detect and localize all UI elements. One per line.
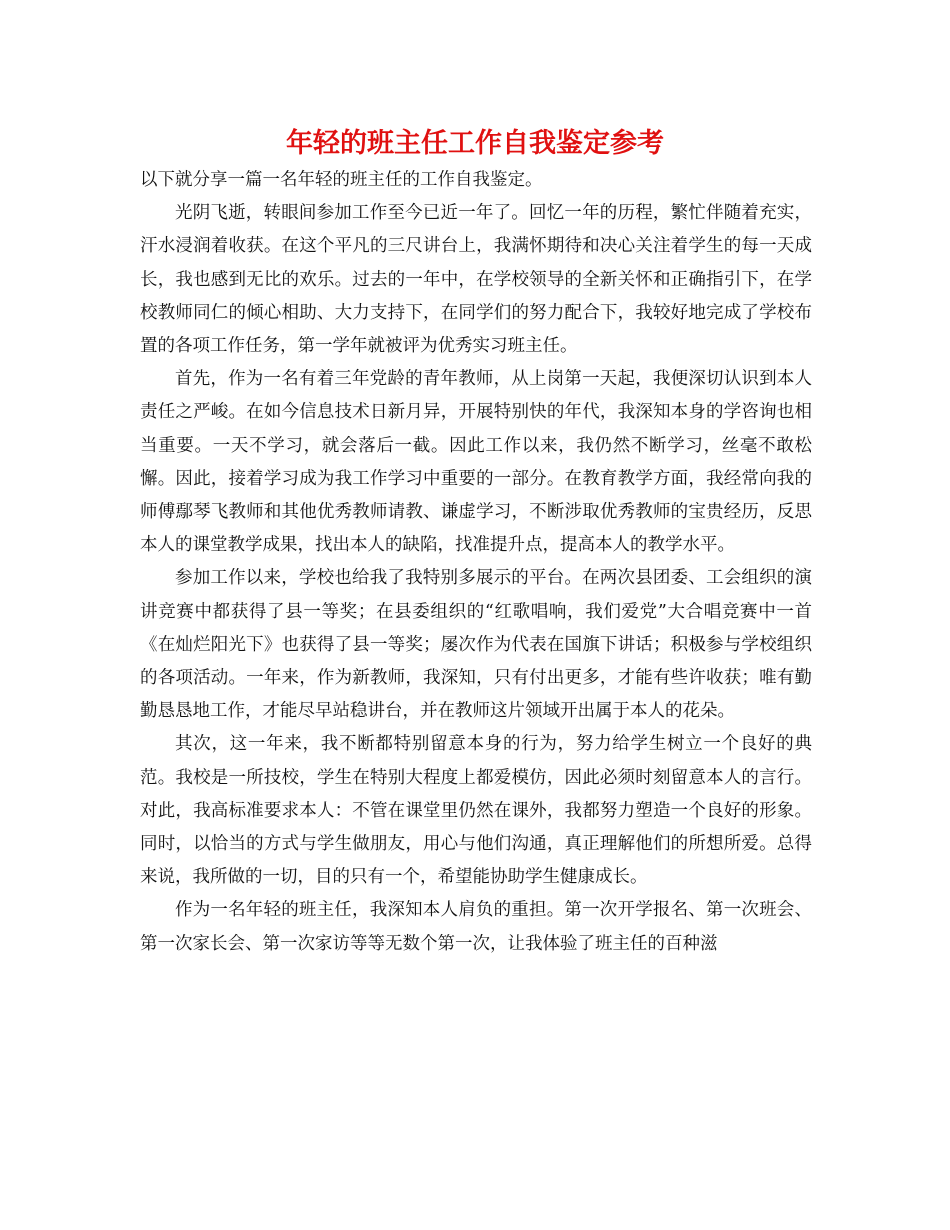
intro-paragraph: 以下就分享一篇一名年轻的班主任的工作自我鉴定。	[140, 170, 543, 190]
paragraph-4: 其次，这一年来，我不断都特别留意本身的行为，努力给学生树立一个良好的典范。我校是一所技校，学生在特别大程度上都爱模仿，因此必须时刻留意本人的言行。对此，我高标准要求本人：不管在课堂里仍然在课外，我都努力塑造一个良好的形象。同时，以恰当的方式与学生做朋友，用心与他们沟通，真正理解他们的所想所爱。总得来说，我所做的一切，目的只有一个，希望能协助学生健康成长。	[140, 734, 812, 888]
document-body	[140, 164, 812, 961]
document-title: 年轻的班主任工作自我鉴定参考	[286, 128, 664, 159]
paragraph-1: 光阴飞逝，转眼间参加工作至今已近一年了。回忆一年的历程，繁忙伴随着充实，汗水浸润着收获。在这个平凡的三尺讲台上，我满怀期待和决心关注着学生的每一天成长，我也感到无比的欢乐。过去的一年中，在学校领导的全新关怀和正确指引下，在学校教师同仁的倾心相助、大力支持下，在同学们的努力配合下，我较好地完成了学校布置的各项工作任务，第一学年就被评为优秀实习班主任。	[140, 203, 812, 357]
paragraph-5: 作为一名年轻的班主任，我深知本人肩负的重担。第一次开学报名、第一次班会、第一次家长会、第一次家访等等无数个第一次，让我体验了班主任的百种滋	[140, 900, 812, 954]
paragraph-3: 参加工作以来，学校也给我了我特别多展示的平台。在两次县团委、工会组织的演讲竞赛中都获得了县一等奖；在县委组织的“红歌唱响，我们爱党”大合唱竞赛中一首《在灿烂阳光下》也获得了县一等奖；屡次作为代表在国旗下讲话；积极参与学校组织的各项活动。一年来，作为新教师，我深知，只有付出更多，才能有些许收获；唯有勤勤恳恳地工作，才能尽早站稳讲台，并在教师这片领域开出属于本人的花朵。	[140, 568, 812, 722]
paragraph-2: 首先，作为一名有着三年党龄的青年教师，从上岗第一天起，我便深切认识到本人责任之严峻。在如今信息技术日新月异，开展特别快的年代，我深知本身的学咨询也相当重要。一天不学习，就会落后一截。因此工作以来，我仍然不断学习，丝毫不敢松懈。因此，接着学习成为我工作学习中重要的一部分。在教育教学方面，我经常向我的师傅鄢琴飞教师和其他优秀教师请教、谦虚学习，不断涉取优秀教师的宝贵经历，反思本人的课堂教学成果，找出本人的缺陷，找准提升点，提高本人的教学水平。	[140, 369, 812, 556]
